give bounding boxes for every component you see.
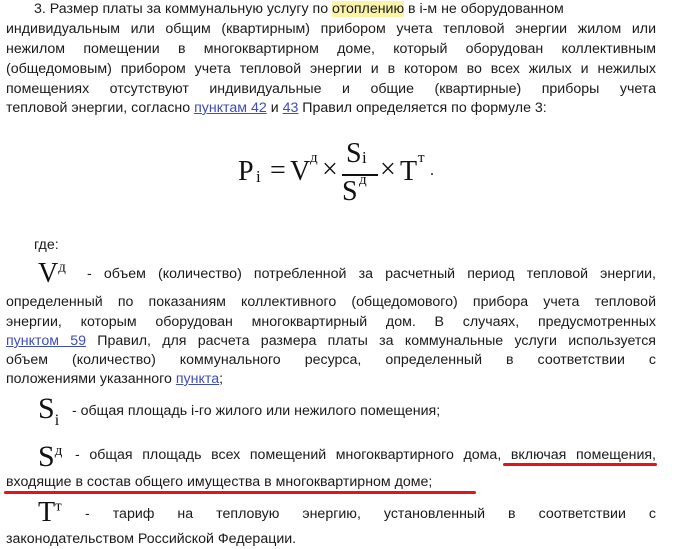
formula-sub-i: i: [256, 167, 261, 186]
para3-text: 3. Размер платы за коммунальную услугу по: [34, 1, 333, 17]
formula-denominator-S: S: [342, 176, 358, 207]
symbol-T: T: [38, 497, 56, 528]
para3-line3: нежилом помещении в многоквартирном доме, который оборудован коллективным: [6, 41, 656, 57]
def-sd-line2: входящие в состав общего имущества в многоквартирном доме;: [6, 474, 433, 490]
symbol-Tt: [38, 497, 62, 529]
link-punktom-59[interactable]: пунктом 59: [6, 333, 87, 349]
def-v-text: Правил, для расчета размера платы за коммунальные услуги используется: [86, 333, 656, 349]
symbol-V: V: [38, 258, 59, 289]
red-underline-1: [503, 463, 657, 466]
symbol-Vd: [38, 258, 66, 290]
symbol-S: S: [38, 392, 55, 425]
def-v-line2: определенный по показаниям коллективного (общедомового) прибора учета тепловой: [6, 294, 656, 310]
def-v-text: ;: [219, 371, 224, 387]
para3-text: Правил определяется по формуле 3:: [298, 100, 547, 116]
formula-T: T: [400, 156, 418, 187]
symbol-T-sup: т: [55, 498, 62, 515]
formula-3: [238, 140, 448, 215]
symbol-S: S: [38, 440, 55, 473]
formula-sup-t: т: [418, 150, 425, 166]
link-punkta[interactable]: пункта: [175, 371, 220, 387]
symbol-Sd: [38, 440, 62, 474]
where-label: где:: [34, 237, 59, 253]
def-v-line3: энергии, которым оборудован многоквартирный дом. В случаях, предусмотренных: [6, 314, 656, 330]
formula-dot: .: [430, 162, 434, 179]
symbol-Si: [38, 392, 59, 430]
formula-P: P: [238, 156, 254, 187]
formula-numerator-sub-i: i: [362, 148, 367, 167]
para3-text: и: [266, 100, 283, 116]
link-43[interactable]: 43: [282, 100, 299, 116]
link-punktam-42[interactable]: пунктам 42: [194, 100, 267, 116]
def-t-line2: законодательством Российской Федерации.: [6, 531, 297, 547]
formula-times-1: ×: [322, 154, 338, 185]
formula-V: V: [290, 156, 311, 187]
def-sd-line1: - общая площадь всех помещений многоквартирного дома, включая помещения,: [75, 447, 656, 463]
formula-denominator-sup-d: д: [359, 172, 367, 188]
formula-times-2: ×: [380, 154, 396, 185]
def-si-line1: - общая площадь i-го жилого или нежилого помещения;: [72, 403, 441, 419]
def-v-text: положениями указанного: [6, 371, 176, 387]
def-t-line1: - тариф на тепловую энергию, установленный в соответствии с: [85, 506, 656, 522]
def-v-line1: - объем (количество) потребленной за расчетный период тепловой энергии,: [87, 266, 656, 282]
red-underline-2: [4, 491, 476, 494]
symbol-S-sup: д: [54, 443, 63, 459]
symbol-V-sup: д: [58, 259, 66, 276]
para3-text: в i-м не оборудованном: [404, 1, 564, 17]
formula-equals: =: [270, 155, 286, 186]
para3-line1: [34, 1, 564, 18]
para3-line4: (общедомовым) прибором учета тепловой энергии и в котором во всех жилых и нежилых: [6, 61, 656, 77]
para3-line5: помещениях отсутствуют индивидуальные и общие (квартирные) приборы учета: [6, 81, 656, 97]
def-v-line5: объем (количество) коммунального ресурса, определенный в соответствии с: [6, 352, 656, 368]
def-v-line4: [6, 333, 656, 350]
highlighted-word: отоплению: [332, 1, 405, 17]
para3-line2: индивидуальным или общим (квартирным) прибором учета тепловой энергии жилом или: [6, 21, 656, 37]
def-v-line6: [6, 371, 223, 388]
para3-line6: [6, 100, 547, 117]
formula-numerator-S: S: [346, 138, 362, 169]
para3-text: тепловой энергии, согласно: [6, 100, 195, 116]
formula-sup-d: д: [310, 150, 318, 166]
symbol-S-sub: i: [54, 412, 60, 429]
